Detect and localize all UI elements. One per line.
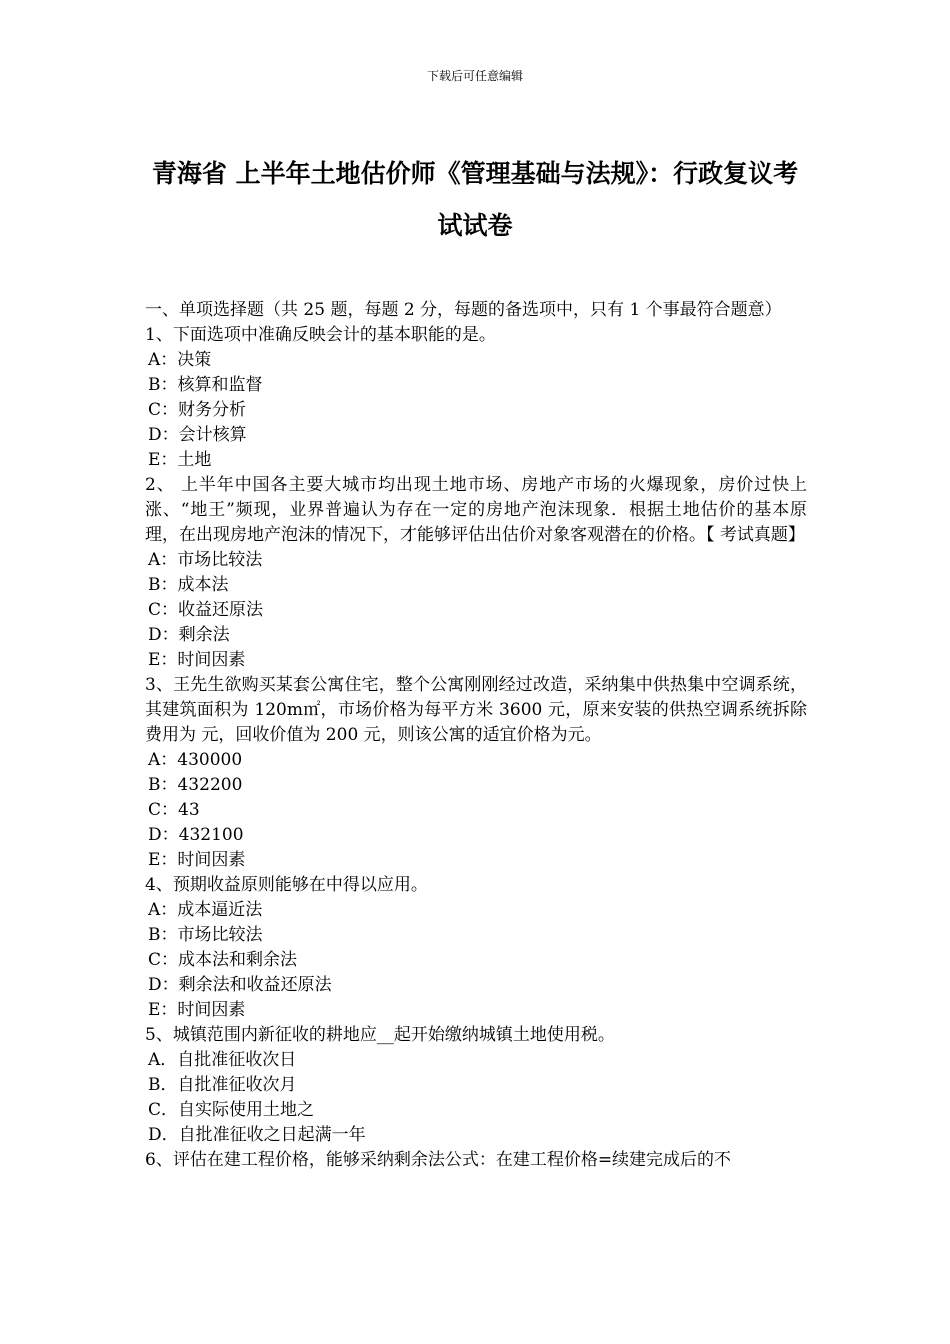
option-b: B．自批准征收次月 [148, 1075, 297, 1095]
option-d: D：剩余法 [148, 625, 230, 645]
question-4 [145, 873, 807, 1023]
option-c: C：43 [148, 800, 200, 820]
document-body [145, 298, 807, 1173]
question-3 [145, 673, 807, 873]
option-c: C：成本法和剩余法 [148, 950, 298, 970]
option-d: D：剩余法和收益还原法 [148, 975, 332, 995]
option-c: C：收益还原法 [148, 600, 264, 620]
question-text: 2、 上半年中国各主要大城市均出现土地市场、房地产市场的火爆现象，房价过快上涨、“地王”频现，业界普遍认为存在一定的房地产泡沫现象．根据土地估价的基本原理，在出现房地产泡沫的情况下，才能够评估出估价对象客观潜在的价格。【 考试真题】 [145, 475, 807, 545]
option-e: E：土地 [148, 450, 212, 470]
option-c: C：财务分析 [148, 400, 247, 420]
question-text: 5、城镇范围内新征收的耕地应__起开始缴纳城镇土地使用税。 [145, 1025, 615, 1045]
option-b: B：432200 [148, 775, 243, 795]
option-c: C．自实际使用土地之 [148, 1100, 315, 1120]
question-text: 3、王先生欲购买某套公寓住宅，整个公寓刚刚经过改造，采纳集中供热集中空调系统，其建筑面积为 120m㎡，市场价格为每平方米 3600 元，原来安装的供热空调系统拆除费用为 元，回收价值为 200 元，则该公寓的适宜价格为元。 [145, 675, 807, 745]
option-a: A：成本逼近法 [148, 900, 263, 920]
option-b: B：成本法 [148, 575, 229, 595]
question-text: 1、下面选项中准确反映会计的基本职能的是。 [145, 325, 496, 345]
option-d: D．自批准征收之日起满一年 [148, 1125, 366, 1145]
option-e: E：时间因素 [148, 1000, 246, 1020]
document-title: 青海省 上半年土地估价师《管理基础与法规》：行政复议考试试卷 [151, 159, 799, 240]
option-a: A：决策 [148, 350, 212, 370]
option-a: A：430000 [148, 750, 243, 770]
option-d: D：432100 [148, 825, 244, 845]
option-a: A：市场比较法 [148, 550, 263, 570]
option-e: E：时间因素 [148, 650, 246, 670]
question-5 [145, 1023, 807, 1148]
option-a: A．自批准征收次日 [148, 1050, 297, 1070]
option-e: E：时间因素 [148, 850, 246, 870]
question-text: 6、评估在建工程价格，能够采纳剩余法公式：在建工程价格=续建完成后的不 [145, 1150, 732, 1170]
question-2 [145, 473, 807, 673]
option-b: B：市场比较法 [148, 925, 263, 945]
option-d: D：会计核算 [148, 425, 247, 445]
question-1 [145, 323, 807, 473]
question-text: 4、预期收益原则能够在中得以应用。 [145, 875, 428, 895]
option-b: B：核算和监督 [148, 375, 263, 395]
question-6 [145, 1148, 807, 1173]
section-heading: 一、单项选择题（共 25 题，每题 2 分，每题的备选项中，只有 1 个事最符合题意） [145, 300, 782, 320]
header-note: 下载后可任意编辑 [426, 69, 523, 83]
